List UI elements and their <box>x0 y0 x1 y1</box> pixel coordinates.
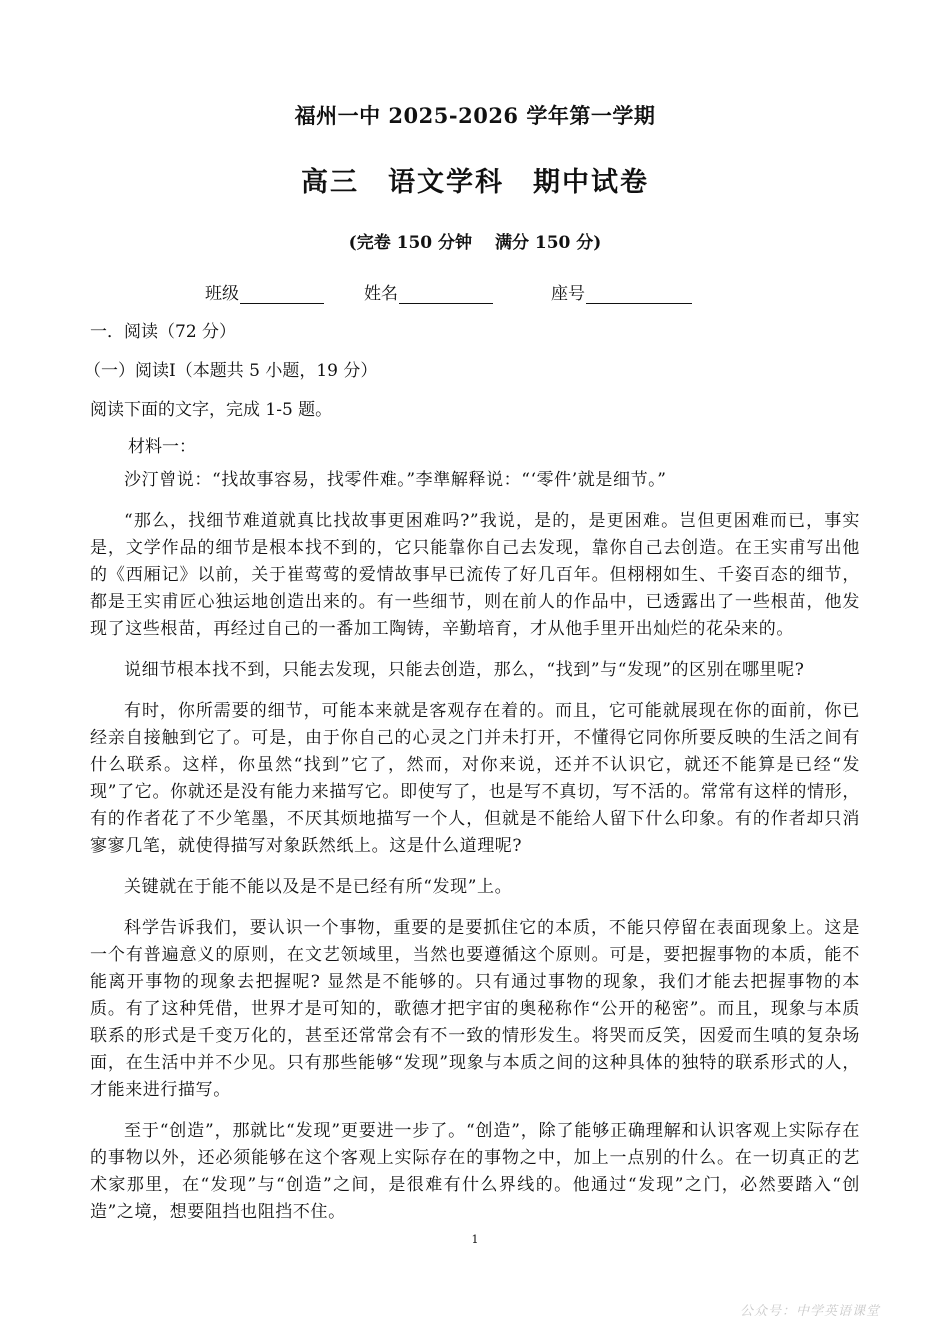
name-blank[interactable] <box>399 285 493 304</box>
paragraph: “那么，找细节难道就真比找故事更困难吗?”我说，是的，是更困难。岂但更困难而已，事实是，文学作品的细节是根本找不到的，它只能靠你自己去发现，靠你自己去创造。在王实甫写出他的《西厢记》以前，关于崔莺莺的爱情故事早已流传了好几百年。但栩栩如生、千姿百态的细节，都是王实甫匠心独运地创造出来的。有一些细节，则在前人的作品中，已透露出了一些根苗，他发现了这些根苗，再经过自己的一番加工陶铸，辛勤培育，才从他手里开出灿烂的花朵来的。 <box>90 511 860 639</box>
part-one-heading: 一．阅读（72 分） <box>90 322 237 342</box>
seat-field <box>551 279 692 304</box>
paragraph: 关键就在于能不能以及是不是已经有所“发现”上。 <box>124 877 513 897</box>
paragraph: 有时，你所需要的细节，可能本来就是客观存在着的。而且，它可能就展现在你的面前，你已经亲自接触到它了。可是，由于你自己的心灵之门并未打开，不懂得它同你所要反映的生活之间有什么联系。这样，你虽然“找到”它了，然而，对你来说，还并不认识它，就还不能算是已经“发现”了它。你就还是没有能力来描写它。即使写了，也是写不真切，写不活的。常常有这样的情形，有的作者花了不少笔墨，不厌其烦地描写一个人，但就是不能给人留下什么印象。有的作者却只消寥寥几笔，就使得描写对象跃然纸上。这是什么道理呢? <box>90 701 860 856</box>
paragraph: 说细节根本找不到，只能去发现，只能去创造，那么，“找到”与“发现”的区别在哪里呢? <box>124 660 805 680</box>
school-title: 福州一中 2025-2026 学年第一学期 <box>294 103 656 128</box>
watermark: 公众号：中学英语课堂 <box>739 1304 880 1319</box>
paragraph: 沙汀曾说：“找故事容易，找零件难。”李準解释说：“‘零件’就是细节。” <box>124 470 667 490</box>
name-label: 姓名 <box>364 284 398 304</box>
seat-label: 座号 <box>551 284 585 304</box>
name-field <box>364 279 493 304</box>
class-label: 班级 <box>205 284 239 304</box>
reading-one-heading: （一）阅读Ⅰ（本题共 5 小题，19 分） <box>84 361 378 381</box>
class-field <box>205 279 324 304</box>
exam-title: 高三 语文学科 期中试卷 <box>301 167 649 198</box>
class-blank[interactable] <box>240 285 324 304</box>
paragraph: 至于“创造”，那就比“发现”更要进一步了。“创造”，除了能够正确理解和认识客观上实际存在的事物以外，还必须能够在这个客观上实际存在的事物之中，加上一点别的什么。在一切真正的艺术家那里，在“发现”与“创造”之间，是很难有什么界线的。他通过“发现”之门，必然要踏入“创造”之境，想要阻挡也阻挡不住。 <box>90 1121 860 1222</box>
page-number: 1 <box>471 1233 479 1246</box>
article-body <box>90 467 860 1240</box>
material-label: 材料一： <box>128 437 196 457</box>
paragraph: 科学告诉我们，要认识一个事物，重要的是要抓住它的本质，不能只停留在表面现象上。这是一个有普遍意义的原则，在文艺领域里，当然也要遵循这个原则。可是，要把握事物的本质，能不能离开事物的现象去把握呢? 显然是不能够的。只有通过事物的现象，我们才能去把握事物的本质。有了这种凭借，世界才是可知的，歌德才把宇宙的奥秘称作“公开的秘密”。而且，现象与本质联系的形式是千变万化的，甚至还常常会有不一致的情形发生。将哭而反笑，因爱而生嗔的复杂场面，在生活中并不少见。只有那些能够“发现”现象与本质之间的这种具体的独特的联系形式的人，才能来进行描写。 <box>90 918 860 1100</box>
reading-instruction: 阅读下面的文字，完成 1-5 题。 <box>90 400 333 420</box>
seat-blank[interactable] <box>586 285 692 304</box>
student-fields <box>205 279 692 304</box>
exam-info: (完卷 150 分钟 满分 150 分) <box>348 233 602 253</box>
